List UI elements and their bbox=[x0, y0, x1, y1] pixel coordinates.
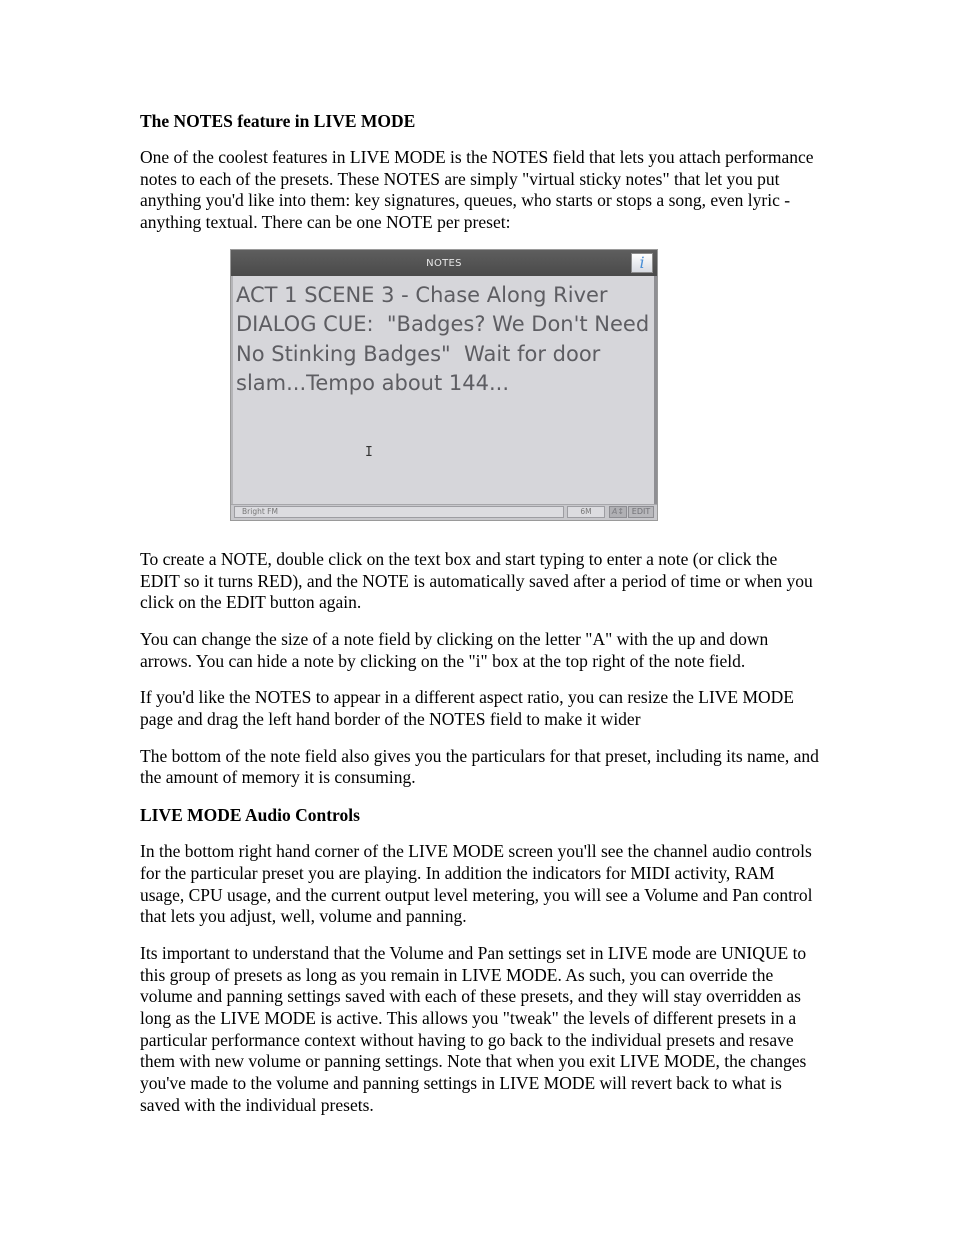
paragraph-create-note: To create a NOTE, double click on the text box and start typing to enter a note (or click the EDIT so it turns RED), and the NOTE is automatically saved after a period of time or when you click on the EDIT button again. bbox=[140, 548, 813, 613]
section-heading-notes: The NOTES feature in LIVE MODE bbox=[140, 111, 416, 131]
intro-paragraph: One of the coolest features in LIVE MODE is the NOTES field that lets you attach performance notes to each of the presets. These NOTES are simply "virtual sticky notes" that let you put anything you'd like into them: key signatures, queues, who starts or stops a song, even lyric - anything textual. There can be one NOTE per preset: bbox=[140, 147, 814, 233]
memory-usage-field: 6M bbox=[567, 506, 605, 518]
paragraph-volume-pan: Its important to understand that the Volume and Pan settings set in LIVE mode are UNIQUE to this group of presets as long as you remain in LIVE MODE. As such, you can override the volume and panning settings saved with each of these presets, and they will stay overridden as long as the LIVE MODE is active. This allows you "tweak" the levels of different presets in a particular performance context without having to go back to the individual presets and resave them with new volume or panning settings. Note that when you exit LIVE MODE, the changes you've made to the volume and panning settings in LIVE MODE will revert back to what is saved with the individual presets. bbox=[140, 942, 807, 1115]
section-heading-audio-controls: LIVE MODE Audio Controls bbox=[140, 805, 360, 826]
notes-title: NOTES bbox=[426, 257, 462, 269]
paragraph-audio-controls: In the bottom right hand corner of the LIVE MODE screen you'll see the channel audio controls for the particular preset you are playing. In addition the indicators for MIDI activity, RAM usage, CPU usage, and the current output level metering, you will see a Volume and Pan control that lets you adjust, well, volume and panning. bbox=[140, 841, 813, 927]
notes-right-border bbox=[654, 276, 657, 520]
paragraph-aspect-ratio: If you'd like the NOTES to appear in a different aspect ratio, you can resize the LIVE MODE page and drag the left hand border of the NOTES field to make it wider bbox=[140, 687, 794, 730]
text-cursor-icon: I bbox=[365, 444, 373, 460]
paragraph-preset-particulars: The bottom of the note field also gives you the particulars for that preset, including its name, and the amount of memory it is consuming. bbox=[140, 745, 819, 788]
paragraph-note-size: You can change the size of a note field by clicking on the letter "A" with the up and down arrows. You can hide a note by clicking on the "i" box at the top right of the note field. bbox=[140, 628, 769, 671]
notes-text-area[interactable]: ACT 1 SCENE 3 - Chase Along River DIALOG CUE: "Badges? We Don't Need No Stinking Badges" Wait for door slam...Tempo about 144... bbox=[236, 282, 650, 396]
notes-footer bbox=[231, 504, 657, 520]
font-size-button[interactable]: A↕ bbox=[609, 506, 627, 518]
document-page bbox=[140, 110, 820, 1132]
notes-resize-border[interactable] bbox=[231, 276, 233, 520]
notes-panel-screenshot bbox=[230, 249, 658, 521]
edit-button[interactable]: EDIT bbox=[628, 506, 654, 518]
notes-title-bar bbox=[231, 250, 657, 276]
preset-name-field: Bright FM bbox=[234, 506, 564, 518]
info-icon[interactable]: i bbox=[631, 253, 653, 273]
